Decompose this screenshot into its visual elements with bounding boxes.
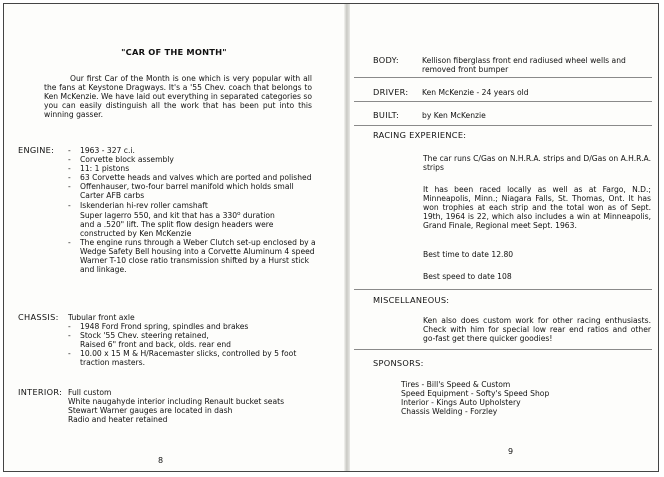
engine-cam-detail: Super lagerro 550, and kit that has a 330$^o$ duration — [80, 210, 275, 220]
sponsor-line: Interior - Kings Auto Upholstery — [401, 398, 521, 408]
sponsors-list — [401, 380, 627, 416]
interior-section — [68, 388, 318, 424]
sponsors-label: SPONSORS: — [373, 358, 424, 368]
sponsor-line: Speed Equipment - Softy's Speed Shop — [401, 389, 550, 399]
engine-item: - 1963 - 327 c.i. — [68, 146, 135, 155]
intro-paragraph — [44, 74, 312, 119]
section-divider — [354, 77, 652, 78]
engine-label: ENGINE: — [18, 145, 55, 155]
engine-headers-detail: and a .520" lift. The split flow design headers were constructed by Ken McKenzie — [80, 219, 274, 238]
best-time: Best time to date 12.80 — [423, 250, 514, 259]
chassis-sub-line: Raised 6" front and back, olds. rear end — [80, 340, 232, 350]
engine-item: - The engine runs through a Weber Clutch set-up enclosed by a Wedge Safety Bell housing into a Corvette Aluminum 4 speed Warner T-10 close ratio transmission shifted by a Hurst stick and linkage. — [68, 237, 316, 275]
miscellaneous-text: Ken also does custom work for other racing enthusiasts. Check with him for special low rear end ratios and other go-fast get there quicker goodies! — [423, 316, 651, 344]
engine-item: - Offenhauser, two-four barrel manifold which holds small Carter AFB carbs — [68, 182, 294, 201]
miscellaneous-label: MISCELLANEOUS: — [373, 295, 450, 305]
sponsor-line: Tires - Bill's Speed & Custom — [401, 380, 511, 389]
body-label: BODY: — [373, 55, 399, 65]
chassis-item: - 1948 Ford Frond spring, spindles and brakes — [68, 322, 249, 332]
page-number-left: 8 — [158, 456, 164, 465]
interior-line: Stewart Warner gauges are located in dash — [68, 406, 233, 416]
engine-item: - 63 Corvette heads and valves which are ported and polished — [68, 173, 312, 183]
built-label: BUILT: — [373, 110, 400, 120]
section-divider — [354, 125, 652, 126]
sponsor-line: Chassis Welding - Forzley — [401, 407, 498, 417]
driver-text: Ken McKenzie - 24 years old — [422, 88, 529, 97]
intro-text: Our first Car of the Month is one which is very popular with all the fans at Keystone Dragways. It's a '55 Chev. coach that belongs to Ken McKenzie. We have laid out everything in separated categories so you can easily distinguish all the work that has been put into this winning gasser. — [44, 74, 312, 120]
booklet-spread — [3, 3, 659, 472]
interior-line: Radio and heater retained — [68, 415, 168, 425]
driver-label: DRIVER: — [373, 87, 409, 97]
engine-item: - Iskenderian hi-rev roller camshaft — [68, 200, 208, 210]
page-title: "CAR OF THE MONTH" — [121, 47, 227, 57]
right-page — [350, 4, 660, 471]
body-text: Kellison fiberglass front end radiused wheel wells and removed front bumper — [422, 56, 626, 75]
section-divider — [354, 289, 652, 290]
interior-label: INTERIOR: — [18, 387, 63, 397]
racing-experience-label: RACING EXPERIENCE: — [373, 130, 467, 140]
section-divider — [354, 101, 652, 102]
engine-item: - 11: 1 pistons — [68, 164, 130, 174]
racing-paragraph: The car runs C/Gas on N.H.R.A. strips and D/Gas on A.H.R.A. strips — [423, 154, 651, 173]
chassis-item: - Stock '55 Chev. steering retained, — [68, 331, 209, 341]
chassis-first-line: Tubular front axle — [68, 313, 135, 322]
interior-line: White naugahyde interior including Renault bucket seats — [68, 397, 285, 407]
chassis-label: CHASSIS: — [18, 312, 59, 322]
section-divider — [354, 349, 652, 350]
engine-item: - Corvette block assembly — [68, 155, 174, 165]
degree-mark: o — [237, 210, 241, 217]
page-number-right: 9 — [508, 447, 514, 456]
engine-section — [68, 146, 318, 274]
left-page — [4, 4, 344, 471]
interior-line: Full custom — [68, 388, 112, 397]
best-speed: Best speed to date 108 — [423, 272, 512, 281]
built-text: by Ken McKenzie — [422, 111, 486, 120]
racing-paragraph: It has been raced locally as well as at Fargo, N.D.; Minneapolis, Minn.; Niagara Falls, St. Thomas, Ont. It has won trophies at each strip and the total won as of Sept. 19th, 1964 is 22, which also includes a win at Minneapolis, Grand Finale, Regional meet Sept. 1963. — [423, 185, 651, 231]
chassis-item: - 10.00 x 15 M & H/Racemaster slicks, controlled by 5 foot traction masters. — [68, 349, 297, 368]
chassis-section — [68, 313, 318, 368]
